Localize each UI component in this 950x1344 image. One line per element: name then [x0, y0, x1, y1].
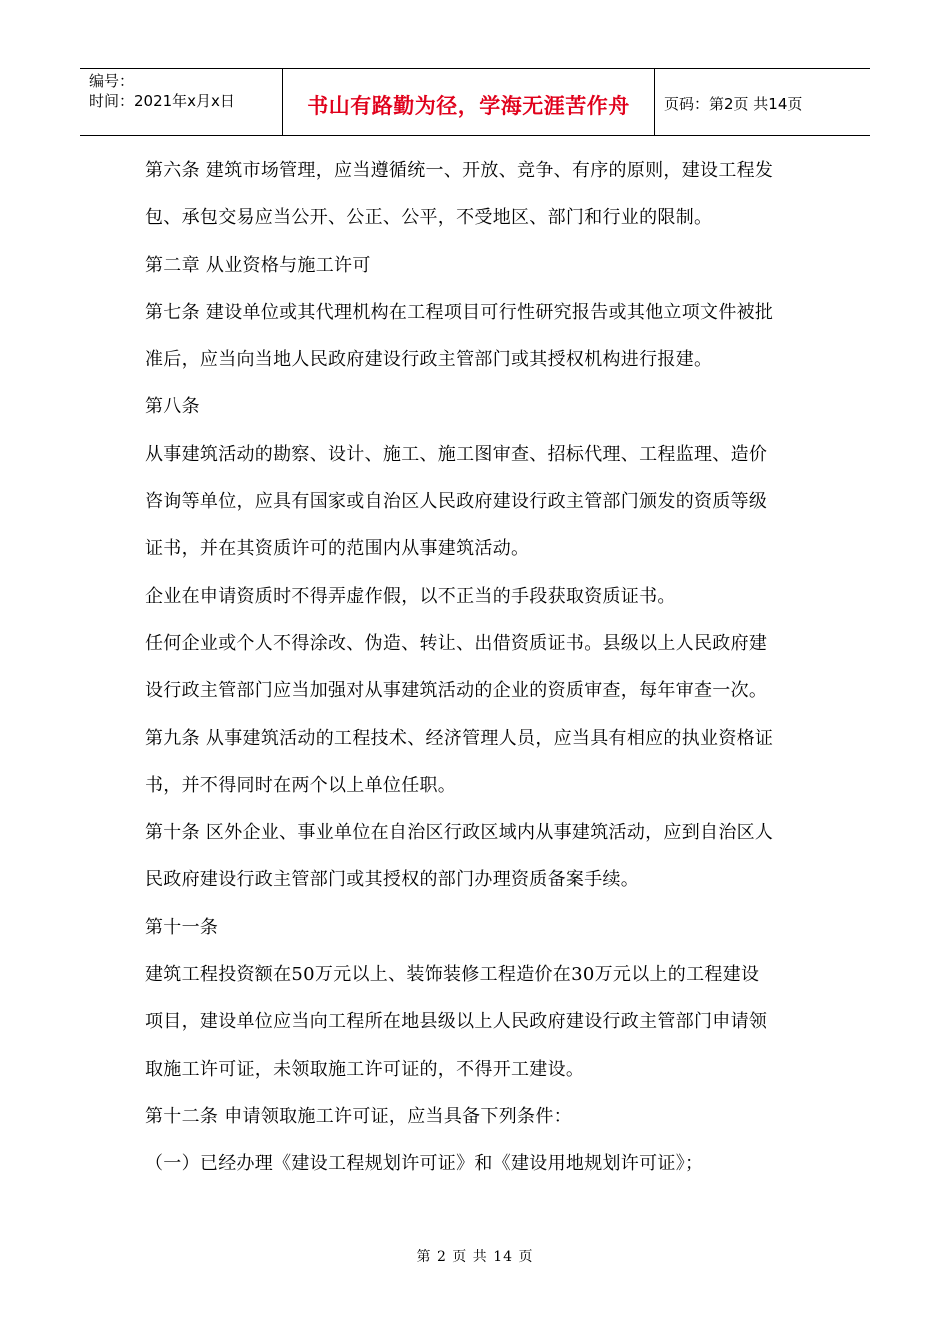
page-header: [80, 68, 870, 136]
article-heading: 第十一条: [145, 916, 219, 938]
body-line: 准后，应当向当地人民政府建设行政主管部门或其授权机构进行报建。: [145, 349, 713, 371]
body-line: 证书，并在其资质许可的范围内从事建筑活动。: [145, 538, 530, 560]
body-line: （一）已经办理《建设工程规划许可证》和《建设用地规划许可证》；: [145, 1153, 704, 1175]
document-body: [145, 147, 815, 1188]
body-line: 建筑工程投资额在50万元以上、装饰装修工程造价在30万元以上的工程建设: [145, 964, 760, 986]
document-number-label: 编号：: [89, 72, 135, 90]
body-line: 任何企业或个人不得涂改、伪造、转让、出借资质证书。县级以上人民政府建: [145, 632, 768, 654]
body-line: 从事建筑活动的勘察、设计、施工、施工图审查、招标代理、工程监理、造价: [145, 443, 768, 465]
body-line: 民政府建设行政主管部门或其授权的部门办理资质备案手续。: [145, 869, 640, 891]
body-line: 书，并不得同时在两个以上单位任职。: [145, 774, 457, 796]
body-line: 设行政主管部门应当加强对从事建筑活动的企业的资质审查，每年审查一次。: [145, 680, 768, 702]
chapter-heading: 第二章 从业资格与施工许可: [145, 254, 371, 276]
page-footer: 第 2 页 共 14 页: [416, 1249, 534, 1265]
body-line: 第十二条 申请领取施工许可证，应当具备下列条件：: [145, 1105, 572, 1127]
article-heading: 第八条: [145, 396, 200, 418]
body-line: 第六条 建筑市场管理，应当遵循统一、开放、竞争、有序的原则，建设工程发: [145, 160, 774, 181]
body-line: 包、承包交易应当公开、公正、公平，不受地区、部门和行业的限制。: [145, 207, 713, 229]
body-line: 取施工许可证，未领取施工许可证的，不得开工建设。: [145, 1058, 585, 1080]
body-line: 第十条 区外企业、事业单位在自治区行政区域内从事建筑活动，应到自治区人: [145, 822, 774, 844]
header-page-info: 页码：第2页 共14页: [664, 94, 803, 113]
body-line: 第九条 从事建筑活动的工程技术、经济管理人员，应当具有相应的执业资格证: [145, 727, 774, 749]
header-motto: 书山有路勤为径，学海无涯苦作舟: [283, 69, 655, 135]
header-info-cell: [80, 69, 283, 135]
body-line: 咨询等单位，应具有国家或自治区人民政府建设行政主管部门颁发的资质等级: [145, 491, 768, 513]
body-line: 企业在申请资质时不得弄虚作假，以不正当的手段获取资质证书。: [145, 585, 676, 607]
body-line: 第七条 建设单位或其代理机构在工程项目可行性研究报告或其他立项文件被批: [145, 301, 774, 323]
body-line: 项目，建设单位应当向工程所在地县级以上人民政府建设行政主管部门申请领: [145, 1011, 768, 1033]
document-time-label: 时间：2021年x月x日: [89, 92, 235, 110]
